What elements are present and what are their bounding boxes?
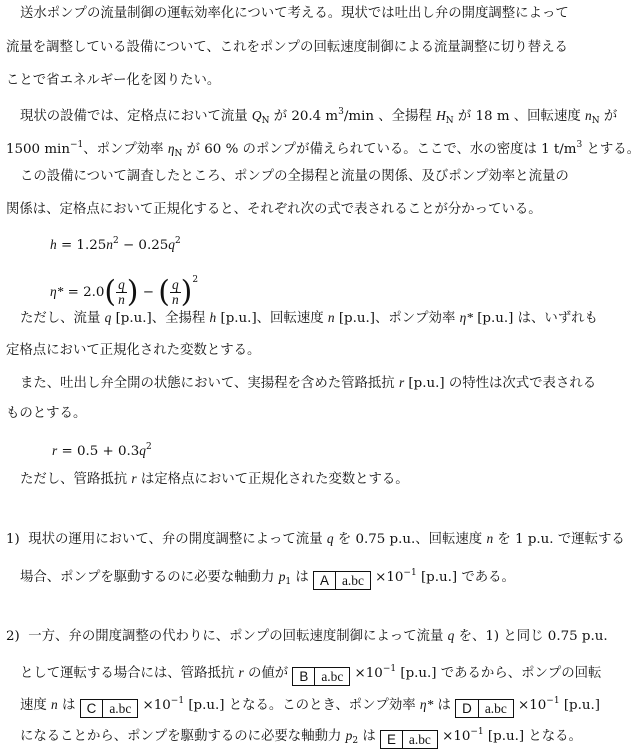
text: [p.u.] (559, 698, 600, 713)
answer-format: a.bc (321, 669, 344, 684)
question-1-line-1 (6, 530, 625, 549)
denominator: n (171, 292, 179, 307)
intro-line-1: 送水ポンプの流量制御の運転効率化について考える。現状では吐出し弁の開度調整によって (20, 6, 569, 21)
text: ただし、管路抵抗 (20, 472, 132, 487)
resistance-line-2: ものとする。 (6, 406, 87, 421)
text: ただし、流量 (20, 311, 105, 326)
text: が 60 % のポンプが備えられている。ここで、水の密度は 1 t/m (182, 142, 577, 157)
text: が 20.4 m (269, 109, 339, 124)
text: を、1) と同じ 0.75 p.u. (454, 629, 608, 644)
var-r: r (238, 665, 244, 680)
text: = 0.5 + 0.3 (57, 444, 140, 459)
intro-line-2: 流量を調整している設備について、これをポンプの回転速度制御による流量調整に切り替える (6, 40, 568, 55)
text: が 18 m 、回転速度 (453, 109, 585, 124)
resistance-line-1 (20, 374, 596, 393)
var-r: r (131, 471, 137, 486)
resistance-definition (20, 470, 409, 489)
var-n: n (486, 531, 494, 546)
subscript: N (174, 149, 183, 159)
definition-line-2: 定格点において正規化された変数とする。 (6, 343, 261, 358)
question-2-line-3 (20, 692, 600, 718)
var-q: q (104, 310, 112, 325)
text: ×10 (437, 729, 471, 744)
numerator: q (171, 277, 179, 292)
paren-open: ( (104, 274, 117, 310)
var-q: q (326, 531, 334, 546)
subscript: N (591, 116, 600, 126)
text: を 1 p.u. で運転する (493, 532, 625, 547)
var-eta: η (167, 141, 175, 156)
text: − 0.25 (118, 238, 169, 253)
text: 現状の運用において、弁の開度調整によって流量 (28, 532, 327, 547)
var-h: H (436, 108, 446, 123)
survey-line-2: 関係は、定格点において正規化すると、それぞれ次の式で表されることが分かっている。 (6, 202, 542, 217)
text: [p.u.]、回転速度 (216, 311, 328, 326)
text: ×10 (370, 570, 404, 585)
text: は (358, 729, 380, 744)
question-2-line-1 (6, 627, 608, 646)
subscript: N (445, 116, 454, 126)
equation-efficiency (50, 258, 198, 315)
text: /min 、全揚程 (343, 109, 437, 124)
text: は (291, 570, 314, 585)
spec-line-1 (20, 103, 617, 130)
question-1-line-2 (20, 564, 515, 591)
text: ×10 (138, 698, 171, 713)
text: また、吐出し弁全開の状態において、実揚程を含めた管路抵抗 (20, 376, 399, 391)
answer-label: A (314, 572, 336, 589)
text: として運転する場合には、管路抵抗 (20, 666, 239, 681)
var-eta: η* (50, 284, 64, 299)
text: = 1.25 (56, 238, 107, 253)
superscript: 2 (174, 236, 181, 246)
var-q: q (447, 628, 455, 643)
denominator: n (118, 292, 125, 307)
var-n: n (106, 237, 113, 252)
var-eta: η* (419, 697, 434, 712)
text: とする。 (582, 142, 640, 157)
question-2-line-4 (20, 723, 582, 750)
equation-head (50, 232, 181, 255)
spec-line-2 (6, 136, 640, 163)
text: [p.u.] となる。 (483, 729, 582, 744)
text: 1500 min (6, 142, 70, 157)
var-n: n (51, 697, 58, 712)
paren-close: ) (180, 274, 193, 310)
text: ×10 (350, 666, 383, 681)
var-n: n (327, 310, 335, 325)
text: は (433, 698, 456, 713)
var-h: h (209, 310, 217, 325)
var-n: n (585, 108, 592, 123)
superscript: −1 (170, 696, 185, 706)
answer-format: a.bc (109, 701, 132, 716)
definition-line-1 (20, 309, 598, 328)
var-r: r (398, 375, 405, 390)
var-h: h (50, 237, 57, 252)
text: [p.u.]、全揚程 (111, 311, 210, 326)
var-eta: η* (459, 310, 473, 325)
superscript: 2 (112, 236, 119, 246)
text: 場合、ポンプを駆動するのに必要な軸動力 (20, 570, 279, 585)
answer-label: C (81, 700, 104, 717)
text: を 0.75 p.u.、回転速度 (333, 532, 487, 547)
answer-format: a.bc (408, 732, 431, 747)
superscript: −1 (546, 696, 560, 706)
paren-close: ) (126, 274, 139, 310)
answer-label: E (381, 731, 403, 748)
answer-box-d[interactable] (455, 699, 514, 718)
text: [p.u.]、ポンプ効率 (334, 311, 460, 326)
subscript: 2 (352, 736, 359, 746)
question-number: 1) (6, 532, 20, 547)
var-q: q (139, 443, 146, 458)
text: 一方、弁の開度調整の代わりに、ポンプの回転速度制御によって流量 (28, 629, 448, 644)
numerator: q (118, 277, 125, 292)
superscript: 2 (192, 275, 199, 285)
text: は定格点において正規化された変数とする。 (136, 472, 409, 487)
text: − (138, 285, 159, 300)
superscript: 2 (145, 442, 152, 452)
answer-box-c[interactable] (80, 699, 139, 718)
text: になることから、ポンプを駆動するのに必要な軸動力 (20, 729, 346, 744)
survey-line-1: この設備について調査したところ、ポンプの全揚程と流量の関係、及びポンプ効率と流量の (20, 169, 569, 184)
answer-format: a.bc (341, 573, 364, 588)
text: は (57, 698, 80, 713)
answer-label: D (456, 700, 479, 717)
var-q: Q (251, 108, 262, 123)
question-number: 2) (6, 629, 20, 644)
equation-resistance (52, 438, 152, 461)
superscript: −1 (403, 568, 417, 578)
answer-box-b[interactable] (292, 667, 350, 686)
text: [p.u.] であるから、ポンプの回転 (396, 666, 602, 681)
var-r: r (52, 443, 58, 458)
answer-box-e[interactable] (380, 730, 438, 749)
paren-open: ( (158, 274, 170, 310)
superscript: −1 (69, 140, 84, 150)
text: 速度 (20, 698, 52, 713)
fraction-q-over-n (170, 278, 181, 307)
text: [p.u.] の特性は次式で表される (404, 376, 597, 391)
superscript: −1 (382, 664, 397, 674)
text: [p.u.] である。 (416, 570, 515, 585)
text: 、ポンプ効率 (83, 142, 168, 157)
fraction-q-over-n (116, 278, 127, 307)
var-p: p (278, 569, 286, 584)
superscript: 3 (576, 140, 583, 150)
subscript: N (261, 116, 270, 126)
text: の値が (243, 666, 293, 681)
text: 現状の設備では、定格点において流量 (20, 109, 252, 124)
subscript: 1 (285, 577, 292, 587)
answer-label: B (293, 668, 315, 685)
question-2-line-2 (20, 660, 601, 686)
text: = 2.0 (63, 285, 105, 300)
text: が (599, 109, 618, 124)
answer-format: a.bc (484, 701, 507, 716)
text: ×10 (513, 698, 547, 713)
answer-box-a[interactable] (313, 571, 371, 590)
intro-line-3: ことで省エネルギー化を図りたい。 (6, 73, 221, 88)
text: [p.u.] となる。このとき、ポンプ効率 (184, 698, 420, 713)
var-p: p (345, 728, 353, 743)
var-q: q (168, 237, 175, 252)
superscript: 3 (338, 107, 344, 117)
superscript: −1 (470, 727, 484, 737)
text: [p.u.] は、いずれも (472, 311, 598, 326)
